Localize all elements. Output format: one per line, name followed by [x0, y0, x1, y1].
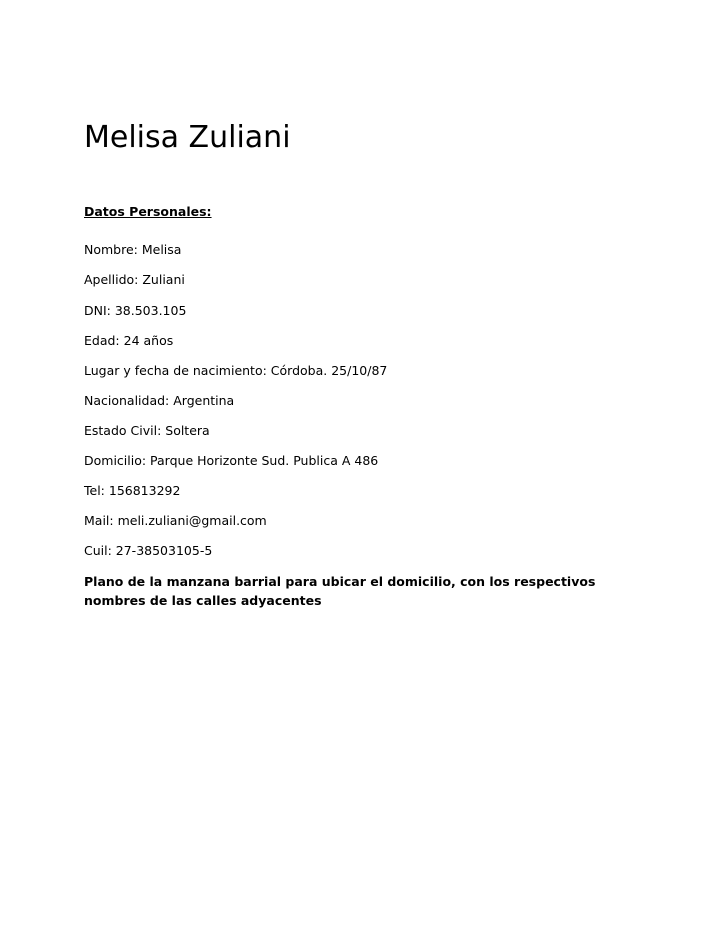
field-cuil: Cuil: 27-38503105-5	[84, 543, 213, 558]
field-lugar-fecha-nacimiento: Lugar y fecha de nacimiento: Córdoba. 25/10/87	[84, 363, 388, 378]
field-estado-civil: Estado Civil: Soltera	[84, 423, 210, 438]
field-mail: Mail: meli.zuliani@gmail.com	[84, 513, 267, 528]
field-tel: Tel: 156813292	[84, 483, 181, 498]
field-edad: Edad: 24 años	[84, 333, 174, 348]
document-title: Melisa Zuliani	[84, 120, 291, 155]
section-heading-personal-data: Datos Personales:	[84, 204, 212, 219]
field-nacionalidad: Nacionalidad: Argentina	[84, 393, 235, 408]
field-nombre: Nombre: Melisa	[84, 242, 182, 257]
field-domicilio: Domicilio: Parque Horizonte Sud. Publica A 486	[84, 453, 379, 468]
field-apellido: Apellido: Zuliani	[84, 272, 185, 287]
field-dni: DNI: 38.503.105	[84, 303, 187, 318]
map-note: Plano de la manzana barrial para ubicar el domicilio, con los respectivos nombres de las calles adyacentes	[84, 574, 596, 608]
